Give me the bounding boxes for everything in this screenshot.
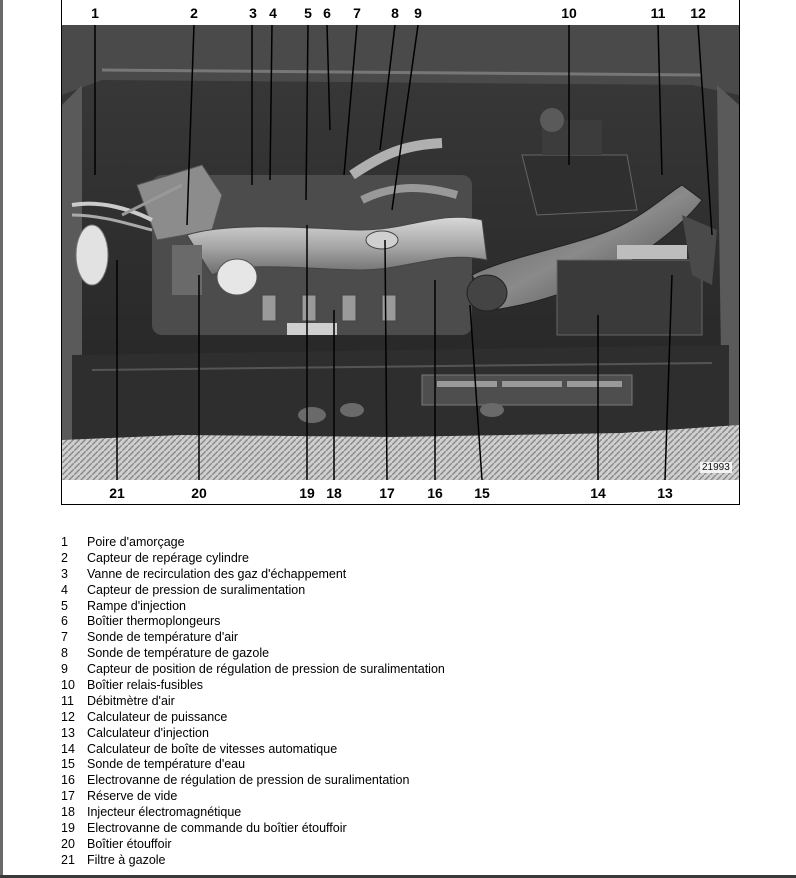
legend-number: 18 [61,805,75,820]
legend-item [61,614,761,630]
callout-8: 8 [391,5,399,21]
callout-2: 2 [190,5,198,21]
legend-number: 12 [61,709,75,724]
legend-number: 8 [61,646,68,661]
legend-item [61,535,761,551]
legend-item [61,646,761,662]
callout-5: 5 [304,5,312,21]
legend-number: 2 [61,550,68,565]
legend-label: Injecteur électromagnétique [87,805,242,820]
legend-number: 14 [61,741,75,756]
legend-item [61,630,761,646]
legend-item [61,789,761,805]
callout-21: 21 [109,485,125,501]
legend-number: 10 [61,678,75,693]
callout-13: 13 [657,485,673,501]
legend-label: Vanne de recirculation des gaz d'échappement [87,566,347,581]
callout-14: 14 [590,485,606,501]
legend-item [61,805,761,821]
callout-20: 20 [191,485,207,501]
engine-bay-photo [62,25,739,480]
legend-label: Capteur de position de régulation de pression de suralimentation [87,662,445,677]
legend-item [61,773,761,789]
callout-3: 3 [249,5,257,21]
legend-number: 3 [61,566,68,581]
legend-label: Réserve de vide [87,789,178,804]
legend-item [61,678,761,694]
legend-label: Poire d'amorçage [87,535,185,549]
legend-number: 1 [61,535,68,549]
legend-label: Calculateur de puissance [87,709,228,724]
legend-label: Filtre à gazole [87,852,166,867]
legend-item [61,757,761,773]
legend-item [61,710,761,726]
legend-item [61,694,761,710]
callout-15: 15 [474,485,490,501]
legend-item [61,583,761,599]
callout-19: 19 [299,485,315,501]
page-left-border [0,0,3,878]
legend-number: 21 [61,852,75,867]
legend-label: Boîtier étouffoir [87,836,172,851]
legend-label: Boîtier relais-fusibles [87,678,204,693]
legend-number: 20 [61,836,75,851]
callout-9: 9 [414,5,422,21]
callout-18: 18 [326,485,342,501]
legend-number: 7 [61,630,68,645]
legend-label: Capteur de pression de suralimentation [87,582,306,597]
legend-item [61,567,761,583]
legend-number: 19 [61,821,75,836]
legend-item [61,837,761,853]
legend-list [61,535,761,869]
figure-id: 21993 [702,462,730,473]
legend-label: Calculateur d'injection [87,725,209,740]
legend-number: 9 [61,662,68,677]
legend-item [61,853,761,869]
callout-16: 16 [427,485,443,501]
legend-label: Capteur de repérage cylindre [87,550,249,565]
legend-item [61,726,761,742]
legend-label: Sonde de température d'eau [87,757,246,772]
legend-label: Rampe d'injection [87,598,186,613]
legend-number: 15 [61,757,75,772]
callout-11: 11 [650,5,666,21]
legend-label: Boîtier thermoplongeurs [87,614,221,629]
legend-number: 5 [61,598,68,613]
legend-number: 13 [61,725,75,740]
callout-12: 12 [690,5,706,21]
legend-item [61,821,761,837]
callout-6: 6 [323,5,331,21]
legend-number: 17 [61,789,75,804]
legend-number: 6 [61,614,68,629]
legend-number: 11 [61,693,74,708]
legend-number: 4 [61,582,68,597]
legend-number: 16 [61,773,75,788]
callout-4: 4 [269,5,277,21]
legend-label: Calculateur de boîte de vitesses automatique [87,741,338,756]
legend-label: Sonde de température de gazole [87,646,270,661]
legend-item [61,662,761,678]
legend-item [61,599,761,615]
legend-item [61,742,761,758]
callout-7: 7 [353,5,361,21]
callout-1: 1 [91,5,99,21]
legend-label: Electrovanne de régulation de pression de suralimentation [87,773,410,788]
legend-label: Electrovanne de commande du boîtier étouffoir [87,821,347,836]
legend-label: Débitmètre d'air [87,693,175,708]
legend-label: Sonde de température d'air [87,630,239,645]
legend-item [61,551,761,567]
callout-17: 17 [379,485,395,501]
callout-10: 10 [561,5,577,21]
